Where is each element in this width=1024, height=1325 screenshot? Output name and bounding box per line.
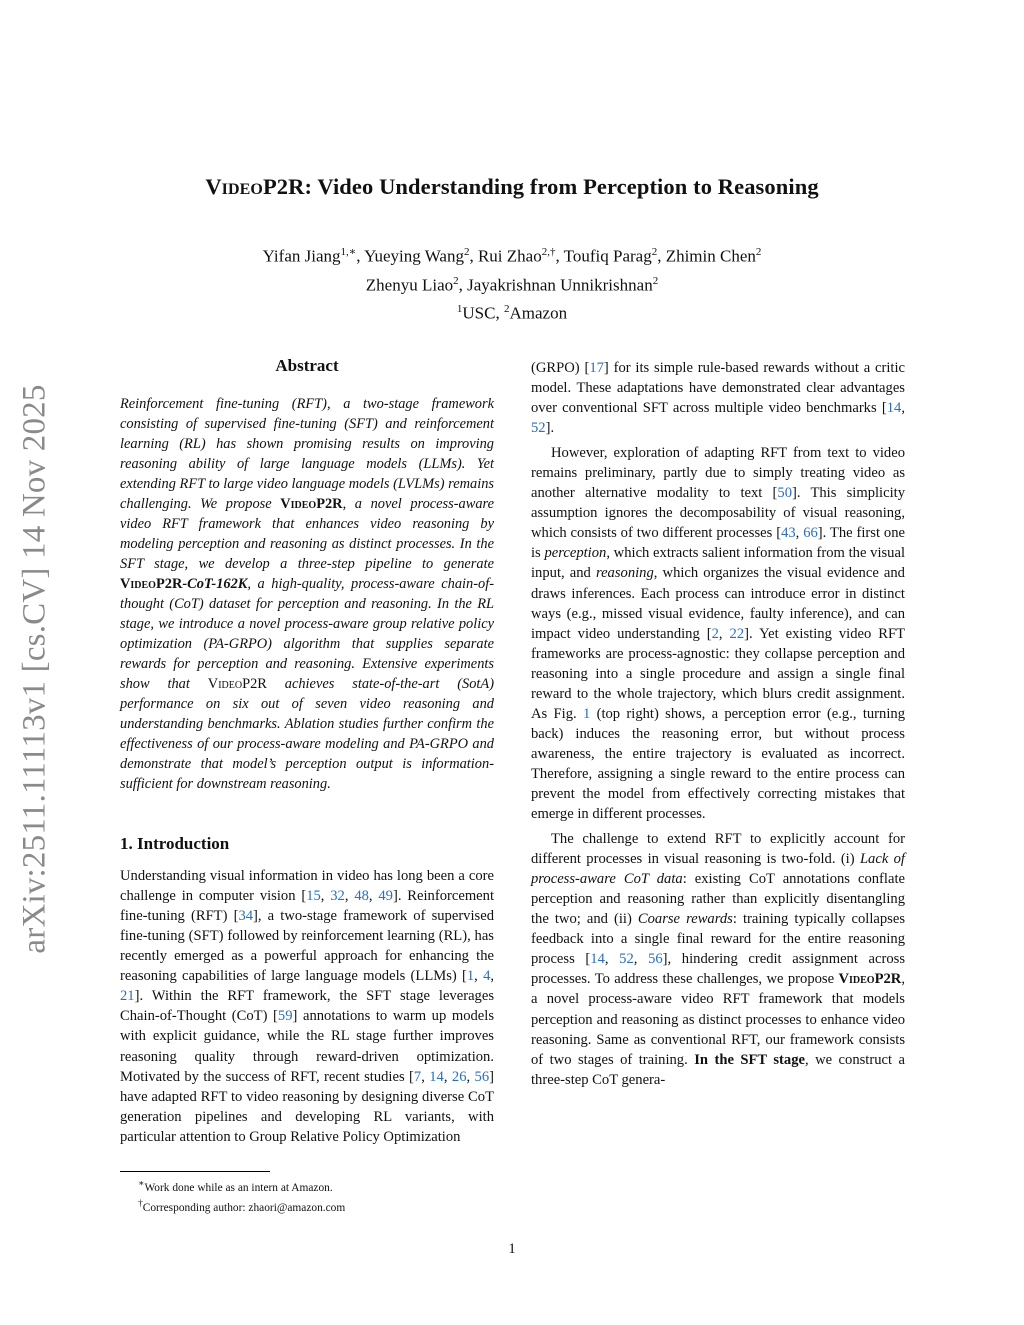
text-run: The challenge to extend RFT to explicitly account for different processes in visual reasoning is two-fold. (i) — [531, 831, 905, 868]
title-brand: VideoP2R — [205, 174, 305, 199]
text-run: ]. — [545, 420, 555, 437]
citation-link[interactable]: 21 — [120, 988, 135, 1005]
footnote-rule — [120, 1171, 270, 1172]
citation-link[interactable]: 2 — [711, 625, 719, 642]
citation-link[interactable]: 15 — [306, 888, 321, 905]
text-run: , — [901, 400, 905, 417]
italic-term: Lack of process-aware CoT data — [531, 851, 905, 888]
text-run: , — [368, 888, 379, 905]
citation-link[interactable]: 1 — [582, 705, 591, 722]
citation-link[interactable]: 34 — [238, 908, 254, 925]
italic-term: perception — [544, 545, 607, 562]
author-affiliation-mark: 1,∗ — [340, 246, 357, 258]
citation-link[interactable]: 56 — [474, 1068, 490, 1085]
text-run: , — [604, 951, 620, 968]
arxiv-stamp — [14, 374, 56, 964]
text-run: ]. This simplicity assumption ignores the decomposability of visual reasoning, which consists of two different processes [ — [531, 485, 905, 542]
author-name: Toufiq Parag — [563, 246, 652, 266]
citation-link[interactable]: 43 — [781, 525, 796, 542]
text-run: ] have adapted RFT to video reasoning by designing diverse CoT generation pipelines and developing RL variants, with particular attention to Group Relative Policy Optimization — [120, 1068, 494, 1145]
author-name: Rui Zhao — [477, 246, 542, 266]
affiliation-2-mark: 2 — [503, 303, 510, 316]
text-run: , a novel process-aware video RFT framework that models perception and reasoning as distinct processes to enhance video reasoning. Same as conventional RFT, our framework consists of two stages of training. — [531, 971, 905, 1068]
abstract-brand-2: VideoP2R — [120, 576, 183, 593]
left-column — [120, 356, 494, 1147]
text-run: , — [490, 968, 495, 985]
author-affiliation-mark: 2 — [463, 246, 470, 258]
text-run: , — [795, 525, 804, 542]
text-run: However, exploration of adapting RFT from text to video remains preliminary, partly due to simply treating video as another alternative modality to text [ — [531, 445, 905, 502]
text-run: , — [474, 968, 484, 985]
citation-link[interactable]: 4 — [483, 968, 491, 985]
citation-link[interactable]: 32 — [330, 888, 345, 905]
citation-link[interactable]: 66 — [803, 525, 818, 542]
author-affiliation-mark: 2 — [755, 246, 762, 258]
affiliation-1-mark: 1 — [456, 303, 463, 316]
text-run: , — [421, 1068, 430, 1085]
author-affiliation-mark: 2 — [652, 274, 659, 287]
citation-link[interactable]: 48 — [354, 888, 369, 905]
abstract-brand-1: VideoP2R — [280, 496, 343, 513]
citation-link[interactable]: 56 — [648, 951, 663, 968]
author-line-2: Zhenyu Liao$^2$, Jayakrishnan Unnikrishnan$^2$ — [365, 274, 659, 295]
text-run: , which extracts salient information from the visual input, and — [531, 545, 906, 582]
footnote-2-mark: † — [138, 1198, 143, 1209]
abstract-text-3: , a high-quality, process-aware chain-of-thought (CoT) dataset for perception and reasoning. In the RL stage, we introduce a novel process-aware group relative policy optimization (PA-GRPO) algorithm that supplies separate rewards for perception and reasoning. Extensive experiments show that — [120, 576, 494, 693]
text-run: , — [344, 888, 355, 905]
affiliation-1: USC, — [462, 303, 504, 323]
author-name: Jayakrishnan Unnikrishnan — [467, 275, 653, 295]
abstract-heading: Abstract — [275, 356, 339, 375]
text-run: , — [718, 625, 730, 642]
footnote-1-text: Work done while as an intern at Amazon. — [144, 1181, 333, 1194]
text-run: : training typically collapses feedback into a single final reward for the entire reasoning process [ — [531, 911, 906, 968]
text-run: (top right) shows, a perception error (e.g., turning back) induces the reasoning error, but without process awareness, the entire trajectory is evaluated as incorrect. Therefore, assigning a single reward to the entire process can prevent the model from effectively correcting mistakes that emerge in different processes. — [531, 705, 905, 823]
footnote-2-text: Corresponding author: zhaori@amazon.com — [142, 1201, 346, 1214]
citation-link[interactable]: 22 — [729, 625, 745, 642]
affiliations — [0, 297, 1024, 326]
text-run: ] annotations to warm up models with explicit guidance, while the RL stage further improves reasoning quality through reward-driven optimization. Motivated by the success of RFT, recent studies [ — [120, 1008, 494, 1085]
intro-paragraph-1-continued — [531, 358, 905, 438]
citation-link[interactable]: 49 — [378, 888, 393, 905]
text-run: , — [443, 1068, 452, 1085]
citation-link[interactable]: 50 — [777, 485, 792, 502]
italic-term: Coarse rewards — [637, 911, 733, 928]
arxiv-stamp-text: arXiv:2511.11113v1 [cs.CV] 14 Nov 2025 — [16, 384, 53, 954]
citation-link[interactable]: 14 — [590, 951, 605, 968]
text-run: ], hindering credit assignment across processes. To address these challenges, we propose — [531, 951, 906, 988]
italic-term: reasoning — [595, 565, 654, 582]
paper-title — [0, 174, 1024, 200]
author-line-1: Yifan Jiang$^{1,∗}$, Yueying Wang$^2$, Rui Zhao$^{2,\dagger}$, Toufiq Parag$^2$, Zhimin Chen$^2$ — [262, 246, 762, 266]
footnote-2 — [120, 1196, 500, 1216]
citation-link[interactable]: 59 — [277, 1008, 293, 1025]
section-heading-introduction: 1. Introduction — [120, 834, 230, 854]
citation-link[interactable]: 17 — [589, 360, 604, 376]
author-affiliation-mark: 2 — [651, 246, 658, 258]
text-run: ]. Within the RFT framework, the SFT stage leverages Chain-of-Thought (CoT) [ — [120, 988, 494, 1025]
title-rest: : Video Understanding from Perception to Reasoning — [304, 174, 819, 199]
abstract-brand-2-suffix: -CoT-162K — [182, 576, 248, 593]
intro-paragraph-2 — [531, 443, 905, 824]
citation-link[interactable]: 52 — [619, 951, 634, 968]
intro-paragraph-3 — [531, 829, 905, 1090]
text-run: , we construct a three-step CoT genera- — [531, 1051, 905, 1088]
citation-link[interactable]: 52 — [531, 420, 546, 437]
text-run: , — [466, 1068, 475, 1085]
text-run: ]. Yet existing video RFT frameworks are process-agnostic: they collapse perception and reasoning into a single procedure and assign a single final reward to the whole trajectory, which blurs credit assignment. As Fig. — [531, 625, 905, 722]
abstract-text-1: Reinforcement fine-tuning (RFT), a two-stage framework consisting of supervised fine-tuning (SFT) and reinforcement learning (RL) has shown promising results on improving reasoning ability of large language models (LLMs). Yet extending RFT to large video language models (LVLMs) remains challenging. We propose — [120, 396, 494, 513]
page-number: 1 — [508, 1241, 516, 1257]
affiliation-2: Amazon — [509, 303, 568, 323]
citation-link[interactable]: 14 — [886, 400, 902, 417]
text-run: ]. Reinforcement fine-tuning (RFT) [ — [120, 888, 495, 925]
author-name: Zhimin Chen — [665, 246, 756, 266]
text-run: , which organizes the visual evidence and draws inferences. Each process can introduce error in distinct ways (e.g., missed visual evidence, faulty inference), and can impact video understanding [ — [531, 565, 905, 642]
bold-term: In the SFT stage — [694, 1051, 805, 1068]
text-run: , — [320, 888, 331, 905]
citation-link[interactable]: 14 — [429, 1068, 444, 1085]
method-name: VideoP2R — [838, 971, 902, 988]
text-run: ]. The first one is — [531, 525, 905, 562]
abstract-text-4: achieves state-of-the-art (SotA) performance on six out of seven video reasoning and understanding benchmarks. Ablation studies further confirm the effectiveness of our process-aware modeling and PA-GRPO and demonstrate that model’s perception output is information-sufficient for downstream reasoning. — [120, 676, 495, 793]
abstract-body — [120, 394, 494, 794]
right-column — [531, 358, 905, 1090]
abstract-brand-3: VideoP2R — [207, 676, 267, 693]
author-block — [0, 240, 1024, 326]
footnotes — [120, 1176, 500, 1216]
author-affiliation-mark: 2 — [453, 274, 459, 287]
intro-paragraph-1 — [120, 866, 494, 1147]
citation-link[interactable]: 7 — [413, 1068, 422, 1085]
citation-link[interactable]: 26 — [451, 1068, 467, 1085]
text-run: , — [633, 951, 649, 968]
footnote-1-mark: ∗ — [138, 1179, 145, 1189]
text-run: ] for its simple rule-based rewards without a critic model. These adaptations have demonstrated clear advantages over conventional SFT across multiple video benchmarks [ — [531, 360, 905, 417]
author-name: Yifan Jiang — [262, 246, 341, 266]
text-run: : existing CoT annotations conflate perception and reasoning rather than explicitly disentangling the two; and (ii) — [531, 871, 905, 928]
author-name: Yueying Wang — [364, 246, 464, 266]
text-run: Understanding visual information in video has long been a core challenge in computer vision [ — [120, 868, 494, 905]
text-run: (GRPO) [ — [531, 360, 590, 376]
author-affiliation-mark: 2,† — [541, 246, 556, 258]
abstract-text-2: , a novel process-aware video RFT framework that enhances video reasoning by modeling perception and reasoning as distinct processes. In the SFT stage, we develop a three-step pipeline to generate — [120, 496, 494, 573]
author-name: Zhenyu Liao — [365, 275, 454, 295]
text-run: ], a two-stage framework of supervised fine-tuning (SFT) followed by reinforcement learning (RL), has recently emerged as a powerful approach for enhancing the reasoning capabilities of large language models (LLMs) [ — [120, 908, 494, 985]
footnote-1 — [120, 1176, 500, 1196]
citation-link[interactable]: 1 — [466, 968, 475, 985]
